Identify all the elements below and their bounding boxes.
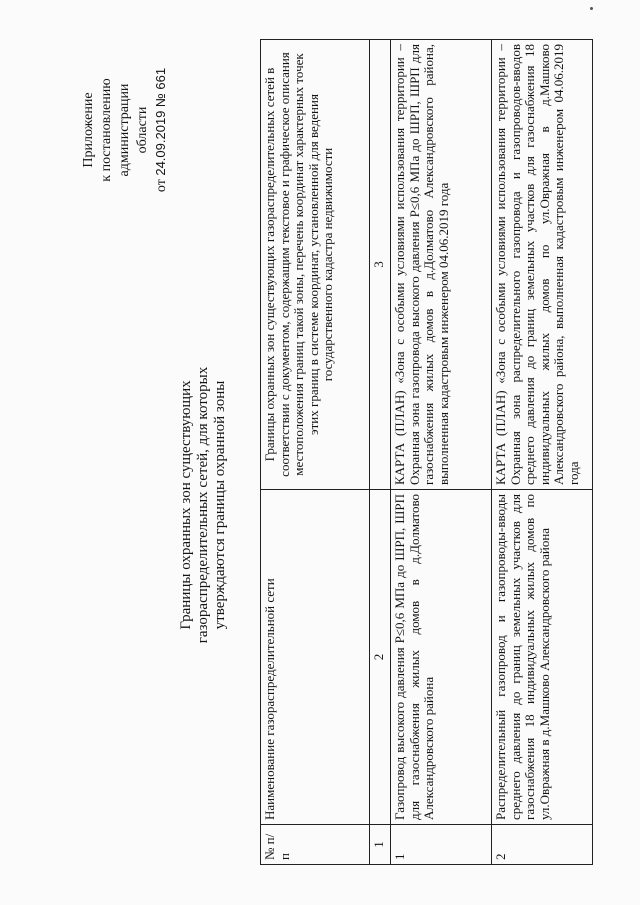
number-sign: № [153,93,168,108]
header-name: Наименование газораспределительной сети [261,490,370,825]
col-number-3: 3 [370,40,391,490]
appendix-block [80,55,171,205]
row-network-name: Распределительный газопровод и газопроводы-вводы среднего давления до границ земельных участков для газоснабжения 18 индивидуальных жилых домов по ул.Овражная в д.Машково Александровского района [492,490,593,825]
decree-number: 661 [153,67,168,90]
table-header-row [261,40,370,865]
document-title: Границы охранных зон существующих газораспределительных сетей, для которых утверждаются границы охранной зоны [178,366,228,644]
row-zone-borders: КАРТА (ПЛАН) «Зона с особыми условиями использования территории – Охранная зона распределительного газопровода и газопроводов-вводов среднего давления до границ земельных участков для газоснабжения 18 индивидуальных жилых домов по ул.Овражная в д.Машково Александровского района, выполненная кадастровым инженером 04.06.2019 года [492,40,593,490]
row-zone-borders: КАРТА (ПЛАН) «Зона с особыми условиями использования территории – Охранная зона газопровода высокого давления Р≤0,6 МПа до ШРП, ШРП для газоснабжения жилых домов в д.Долматово Александровского района, выполненная кадастровым инженером 04.06.2019 года [391,40,492,490]
appendix-line-decree: к постановлению администрации [99,78,132,182]
col-number-2: 2 [370,490,391,825]
table-row [391,40,492,865]
row-num: 2 [492,825,593,865]
row-num: 1 [391,825,492,865]
appendix-date-line [152,55,171,205]
date-prefix: от [154,179,169,193]
appendix-line-region: области [135,106,150,154]
protection-zones-table [260,39,593,865]
row-network-name: Газопровод высокого давления Р≤0,6 МПа до ШРП, ШРП для газоснабжения жилых домов в д.Долматово Александровского района [391,490,492,825]
scan-speck [590,7,593,10]
decree-date: 24.09.2019 [153,110,168,176]
appendix-title: Приложение [81,92,96,168]
header-num: № п/п [261,825,370,865]
column-number-row [370,40,391,865]
col-number-1: 1 [370,825,391,865]
table-row [492,40,593,865]
header-borders: Границы охранных зон существующих газораспределительных сетей в соответствии с документом, содержащим текстовое и графическое описания местоположения границ такой зоны, перечень координат характерных точек этих границ в системе координат, установленной для ведения государственного кадастра недвижимости [261,40,370,490]
